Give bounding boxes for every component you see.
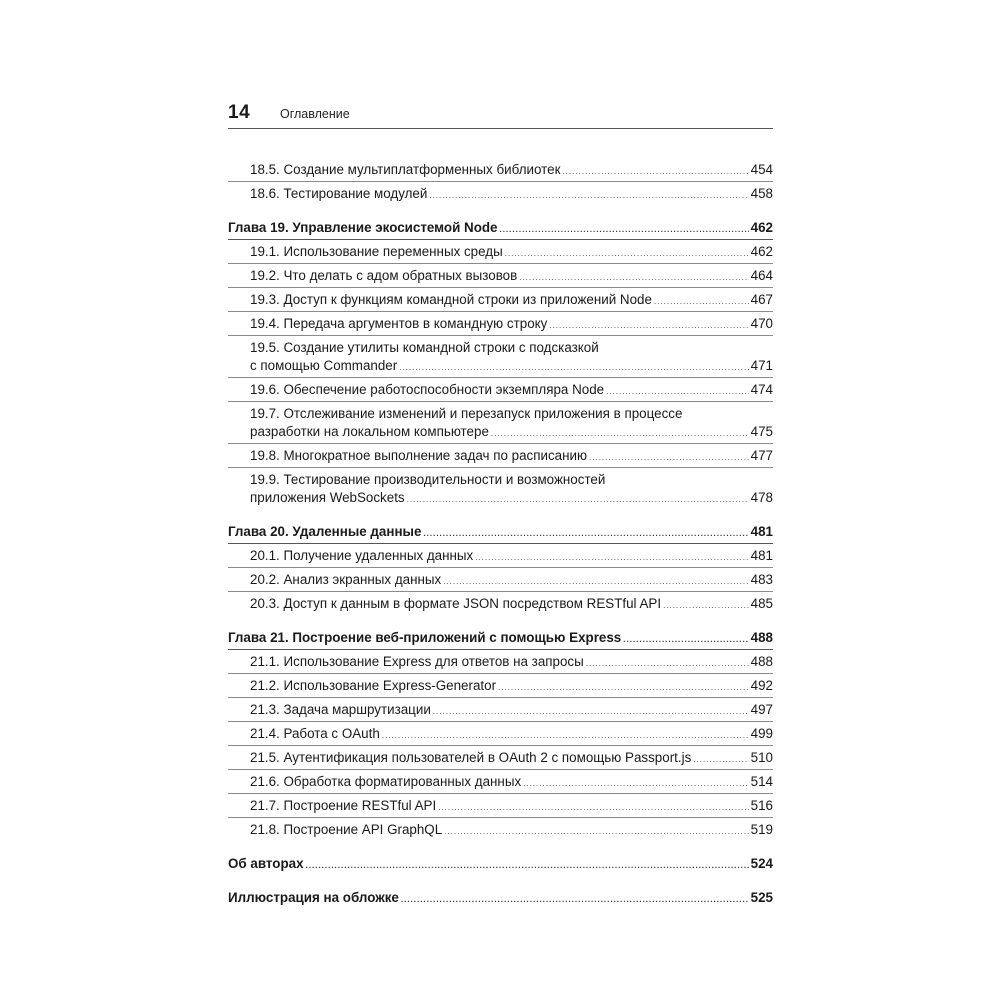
toc-section-entry[interactable] — [228, 568, 773, 592]
dot-leader — [505, 250, 749, 258]
toc-entry-title: 21.5. Аутентификация пользователей в OAuth 2 с помощью Passport.js — [250, 749, 692, 765]
toc-section-entry[interactable] — [228, 444, 773, 468]
dot-leader — [401, 896, 749, 904]
dot-leader — [623, 636, 748, 644]
toc-section-entry[interactable] — [228, 722, 773, 746]
toc-entry-line — [250, 489, 773, 507]
toc-page-number: 454 — [750, 161, 773, 177]
toc-entry-title: 21.8. Построение API GraphQL — [250, 821, 443, 837]
dot-leader — [606, 388, 749, 396]
toc-page-number: 470 — [750, 315, 773, 331]
toc-entry-line — [250, 547, 773, 565]
toc-entry-line — [250, 423, 773, 441]
toc-entry-title: 21.4. Работа с OAuth — [250, 725, 380, 741]
table-of-contents — [228, 158, 773, 909]
toc-entry-title: Об авторах — [228, 855, 304, 871]
toc-section-entry[interactable] — [228, 674, 773, 698]
dot-leader — [549, 322, 748, 330]
toc-section-entry[interactable] — [228, 698, 773, 722]
toc-entry-title: 21.7. Построение RESTful API — [250, 797, 437, 813]
toc-entry-title: 21.1. Использование Express для ответов на запросы — [250, 653, 584, 669]
toc-entry-line — [250, 797, 773, 815]
toc-entry-title: 19.8. Многократное выполнение задач по расписанию — [250, 447, 588, 463]
toc-entry-line — [228, 889, 773, 907]
toc-chapter-entry[interactable] — [228, 626, 773, 650]
toc-entry-line — [250, 267, 773, 285]
toc-section-entry[interactable] — [228, 544, 773, 568]
toc-page-number: 474 — [750, 381, 773, 397]
toc-page-number: 514 — [750, 773, 773, 789]
toc-entry-title: 20.3. Доступ к данным в формате JSON посредством RESTful API — [250, 595, 662, 611]
toc-section-entry[interactable] — [228, 468, 773, 509]
toc-entry-title-line: 19.5. Создание утилиты командной строки с подсказкой — [250, 339, 599, 355]
toc-entry-line — [250, 185, 773, 203]
spacer — [228, 205, 773, 216]
toc-entry-title: 21.2. Использование Express-Generator — [250, 677, 497, 693]
toc-page-number: 462 — [750, 243, 773, 259]
spacer — [228, 509, 773, 520]
toc-section-entry[interactable] — [228, 378, 773, 402]
toc-entry-line — [250, 447, 773, 465]
dot-leader — [407, 496, 749, 504]
toc-entry-line — [228, 219, 773, 237]
toc-entry-title: 20.2. Анализ экранных данных — [250, 571, 442, 587]
spacer — [228, 875, 773, 886]
document-page — [228, 0, 773, 1000]
toc-page-number: 519 — [750, 821, 773, 837]
toc-entry-title: 21.3. Задача маршрутизации — [250, 701, 431, 717]
toc-page-number: 516 — [750, 797, 773, 813]
dot-leader — [475, 554, 748, 562]
toc-page-number: 524 — [750, 855, 773, 871]
toc-entry-title: 19.3. Доступ к функциям командной строки из приложений Node — [250, 291, 652, 307]
dot-leader — [523, 780, 749, 788]
header-rule — [228, 128, 773, 129]
toc-page-number: 481 — [750, 547, 773, 563]
spacer — [228, 841, 773, 852]
dot-leader — [443, 578, 748, 586]
toc-entry-line — [250, 357, 773, 375]
toc-page-number: 488 — [750, 653, 773, 669]
toc-section-entry[interactable] — [228, 312, 773, 336]
toc-entry-line — [250, 595, 773, 613]
toc-page-number: 499 — [750, 725, 773, 741]
toc-entry-title: 19.6. Обеспечение работоспособности экземпляра Node — [250, 381, 605, 397]
toc-entry-line — [250, 773, 773, 791]
toc-section-entry[interactable] — [228, 240, 773, 264]
toc-entry-title: 19.2. Что делать с адом обратных вызовов — [250, 267, 518, 283]
dot-leader — [586, 660, 749, 668]
toc-page-number: 483 — [750, 571, 773, 587]
toc-entry-line — [228, 629, 773, 647]
toc-top-entry[interactable] — [228, 852, 773, 875]
toc-entry-title: 19.4. Передача аргументов в командную строку — [250, 315, 548, 331]
dot-leader — [663, 602, 749, 610]
toc-section-entry[interactable] — [228, 158, 773, 182]
toc-entry-title: 18.5. Создание мультиплатформенных библиотек — [250, 161, 561, 177]
dot-leader — [491, 430, 749, 438]
toc-entry-line — [250, 725, 773, 743]
toc-page-number: 510 — [750, 749, 773, 765]
toc-entry-title: Глава 21. Построение веб-приложений с помощью Express — [228, 629, 622, 645]
toc-section-entry[interactable] — [228, 336, 773, 378]
toc-page-number: 488 — [750, 629, 773, 645]
dot-leader — [693, 756, 748, 764]
toc-page-number: 477 — [750, 447, 773, 463]
toc-page-number: 464 — [750, 267, 773, 283]
toc-section-entry[interactable] — [228, 650, 773, 674]
toc-page-number: 458 — [750, 185, 773, 201]
toc-chapter-entry[interactable] — [228, 216, 773, 240]
dot-leader — [399, 364, 748, 372]
toc-chapter-entry[interactable] — [228, 520, 773, 544]
toc-section-entry[interactable] — [228, 182, 773, 205]
toc-page-number: 478 — [750, 489, 773, 505]
toc-entry-line — [228, 523, 773, 541]
toc-entry-title: 19.1. Использование переменных среды — [250, 243, 503, 259]
dot-leader — [562, 168, 748, 176]
toc-entry-line — [250, 653, 773, 671]
toc-entry-title: Глава 19. Управление экосистемой Node — [228, 219, 498, 235]
dot-leader — [429, 192, 748, 200]
dot-leader — [519, 274, 748, 282]
toc-entry-line — [250, 381, 773, 399]
toc-entry-title: 18.6. Тестирование модулей — [250, 185, 428, 201]
dot-leader — [433, 708, 749, 716]
dot-leader — [589, 454, 749, 462]
dot-leader — [654, 298, 749, 306]
toc-entry-line — [250, 315, 773, 333]
toc-page-number: 492 — [750, 677, 773, 693]
toc-entry-line — [250, 161, 773, 179]
toc-entry-title-line: 19.7. Отслеживание изменений и перезапуск приложения в процессе — [250, 405, 683, 421]
toc-section-entry[interactable] — [228, 402, 773, 444]
toc-entry-line — [250, 571, 773, 589]
toc-page-number: 462 — [750, 219, 773, 235]
dot-leader — [382, 732, 749, 740]
toc-top-entry[interactable] — [228, 886, 773, 909]
toc-page-number: 475 — [750, 423, 773, 439]
toc-entry-title: Глава 20. Удаленные данные — [228, 523, 422, 539]
page-number: 14 — [228, 102, 251, 123]
toc-page-number: 497 — [750, 701, 773, 717]
toc-page-number: 471 — [750, 357, 773, 373]
dot-leader — [423, 530, 748, 538]
spacer — [228, 615, 773, 626]
toc-entry-line — [250, 701, 773, 719]
toc-section-entry[interactable] — [228, 592, 773, 615]
toc-entry-line — [250, 749, 773, 767]
toc-page-number: 525 — [750, 889, 773, 905]
toc-page-number: 485 — [750, 595, 773, 611]
toc-entry-title: Иллюстрация на обложке — [228, 889, 399, 905]
toc-section-entry[interactable] — [228, 794, 773, 818]
toc-page-number: 467 — [750, 291, 773, 307]
dot-leader — [444, 828, 748, 836]
toc-section-entry[interactable] — [228, 264, 773, 288]
dot-leader — [498, 684, 749, 692]
toc-entry-title: разработки на локальном компьютере — [250, 423, 489, 439]
running-head — [228, 102, 773, 128]
toc-section-entry[interactable] — [228, 288, 773, 312]
toc-entry-line — [250, 821, 773, 839]
toc-entry-line — [250, 243, 773, 261]
toc-entry-title: с помощью Commander — [250, 357, 398, 373]
toc-section-entry[interactable] — [228, 746, 773, 770]
toc-entry-title: приложения WebSockets — [250, 489, 405, 505]
toc-section-entry[interactable] — [228, 770, 773, 794]
dot-leader — [500, 226, 749, 234]
toc-entry-line — [228, 855, 773, 873]
dot-leader — [438, 804, 748, 812]
toc-entry-title: 20.1. Получение удаленных данных — [250, 547, 474, 563]
toc-entry-title: 21.6. Обработка форматированных данных — [250, 773, 522, 789]
toc-entry-line — [250, 677, 773, 695]
toc-section-entry[interactable] — [228, 818, 773, 841]
toc-page-number: 481 — [750, 523, 773, 539]
toc-entry-line — [250, 291, 773, 309]
toc-entry-title-line: 19.9. Тестирование производительности и возможностей — [250, 471, 606, 487]
dot-leader — [306, 862, 749, 870]
running-title: Оглавление — [280, 107, 350, 121]
